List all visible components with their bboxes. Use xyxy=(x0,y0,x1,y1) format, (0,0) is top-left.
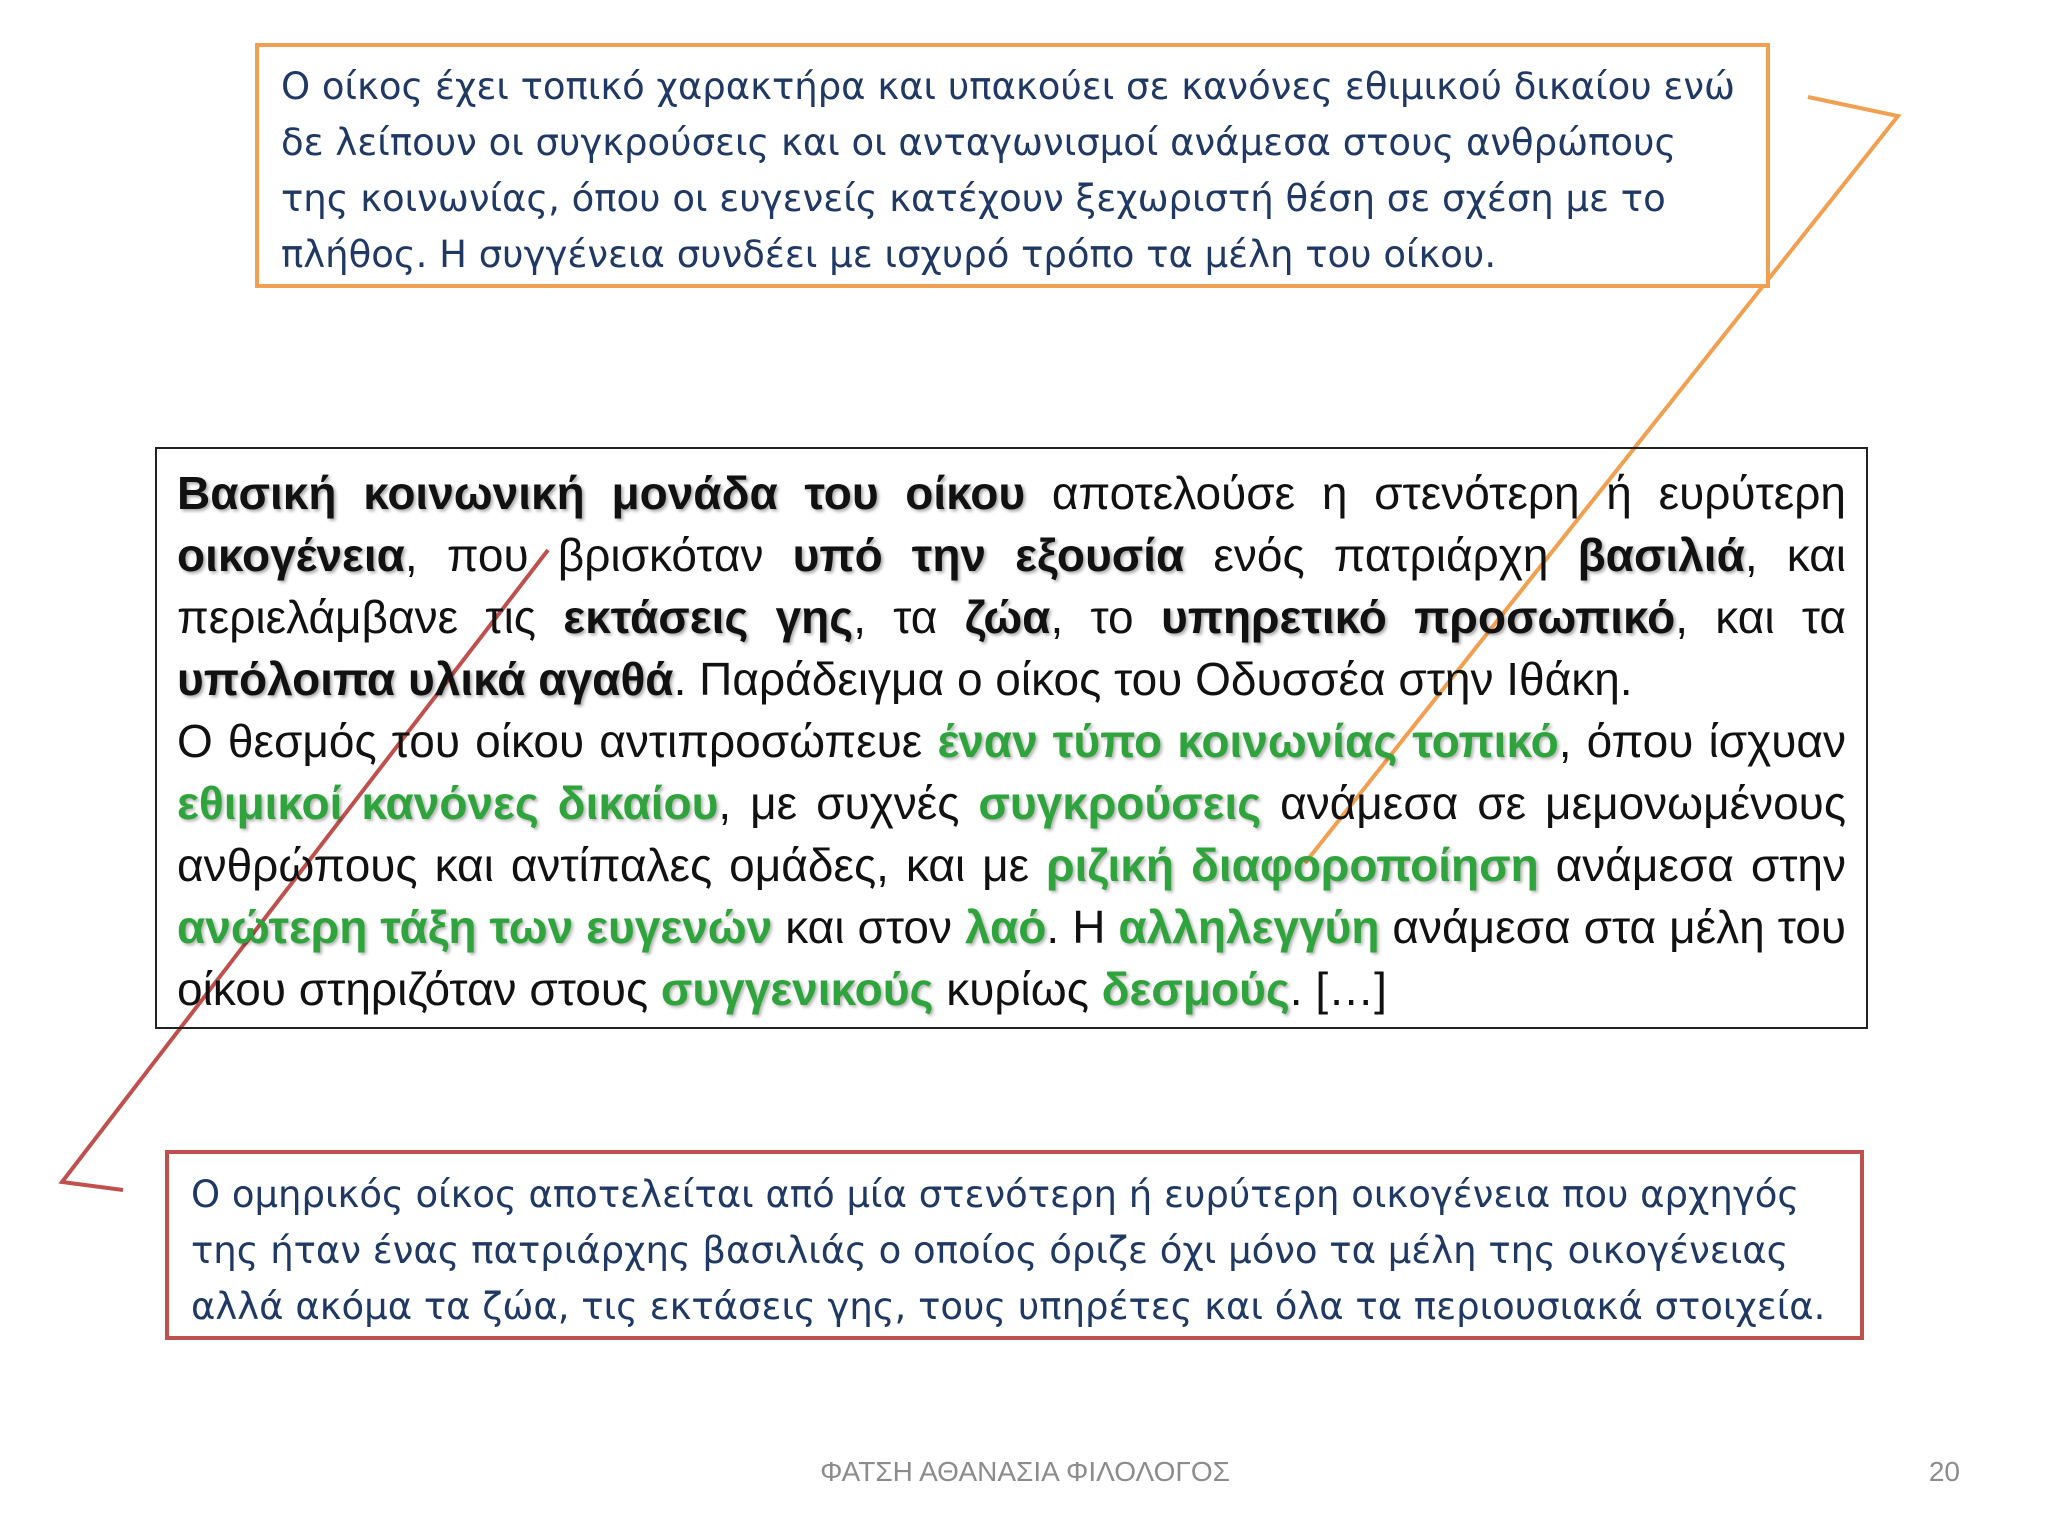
keyword-green: αλληλεγγύη xyxy=(1118,901,1380,953)
text-run: , που βρισκόταν xyxy=(404,529,793,581)
text-run: ανάμεσα στα μέλη του οίκου στηριζόταν στους xyxy=(177,901,1846,1015)
keyword-bold: υπόλοιπα υλικά αγαθά xyxy=(177,653,674,705)
text-run: . […] xyxy=(1289,963,1387,1015)
keyword-green: συγγενικούς xyxy=(660,963,934,1015)
keyword-green: δεσμούς xyxy=(1101,963,1290,1015)
main-paragraph-1 xyxy=(177,462,1846,710)
text-run: , και τα xyxy=(1675,591,1846,643)
keyword-green: λαό xyxy=(965,901,1047,953)
text-run: Ο θεσμός του οίκου αντιπροσώπευε xyxy=(177,715,938,767)
footer-author: ΦΑΤΣΗ ΑΘΑΝΑΣΙΑ ΦΙΛΟΛΟΓΟΣ xyxy=(820,1456,1230,1487)
text-run: , όπου ίσχυαν xyxy=(1558,715,1846,767)
note-top-text: Ο οίκος έχει τοπικό χαρακτήρα και υπακούει σε κανόνες εθιμικού δικαίου ενώ δε λείπουν οι συγκρούσεις και οι ανταγωνισμοί ανάμεσα στους ανθρώπους της κοινωνίας, όπου οι ευγενείς κατέχουν ξεχωριστή θέση σε σχέση με το πλήθος. Η συγγένεια συνδέει με ισχυρό τρόπο τα μέλη του οίκου. xyxy=(281,65,1736,276)
text-run: . Η xyxy=(1046,901,1119,953)
text-run: κυρίως xyxy=(933,963,1102,1015)
text-run: ανάμεσα σε μεμονωμένους ανθρώπους και αντίπαλες ομάδες, και με xyxy=(177,777,1846,891)
keyword-bold: Βασική κοινωνική μονάδα του οίκου xyxy=(177,467,1026,519)
note-bottom-text: Ο ομηρικός οίκος αποτελείται από μία στενότερη ή ευρύτερη οικογένεια που αρχηγός της ήταν ένας πατριάρχης βασιλιάς ο οποίος όριζε όχι μόνο τα μέλη της οικογένειας αλλά ακόμα τα ζώα, τις εκτάσεις γης, τους υπηρέτες και όλα τα περιουσιακά στοιχεία. xyxy=(191,1173,1826,1328)
text-run: , τα xyxy=(853,591,965,643)
keyword-green: έναν τύπο κοινωνίας τοπικό xyxy=(937,715,1559,767)
main-text-box xyxy=(155,447,1868,1029)
keyword-bold: υπό την εξουσία xyxy=(792,529,1185,581)
main-paragraph-2 xyxy=(177,710,1846,1020)
note-top-box xyxy=(255,43,1770,288)
keyword-bold: εκτάσεις γης xyxy=(563,591,854,643)
keyword-bold: υπηρετικό προσωπικό xyxy=(1160,591,1676,643)
text-run: ενός πατριάρχη xyxy=(1184,529,1578,581)
keyword-bold: βασιλιά xyxy=(1577,529,1745,581)
page-number: 20 xyxy=(1928,1456,1960,1487)
text-run: , το xyxy=(1050,591,1161,643)
keyword-bold: ζώα xyxy=(964,591,1051,643)
note-bottom-box xyxy=(165,1150,1864,1340)
text-run: και στον xyxy=(772,901,965,953)
text-run: αποτελούσε η στενότερη ή ευρύτερη xyxy=(1025,467,1846,519)
keyword-green: ανώτερη τάξη των ευγενών xyxy=(177,901,773,953)
keyword-green: συγκρούσεις xyxy=(978,777,1262,829)
text-run: ανάμεσα στην xyxy=(1538,839,1846,891)
keyword-green: εθιμικοί κανόνες δικαίου xyxy=(177,777,719,829)
text-run: , με συχνές xyxy=(718,777,979,829)
keyword-green: ριζική διαφοροποίηση xyxy=(1046,839,1539,891)
text-run: . Παράδειγμα ο οίκος του Οδυσσέα στην Ιθάκη. xyxy=(673,653,1633,705)
text-run: , και περιελάμβανε τις xyxy=(177,529,1847,643)
keyword-bold: οικογένεια xyxy=(177,529,405,581)
